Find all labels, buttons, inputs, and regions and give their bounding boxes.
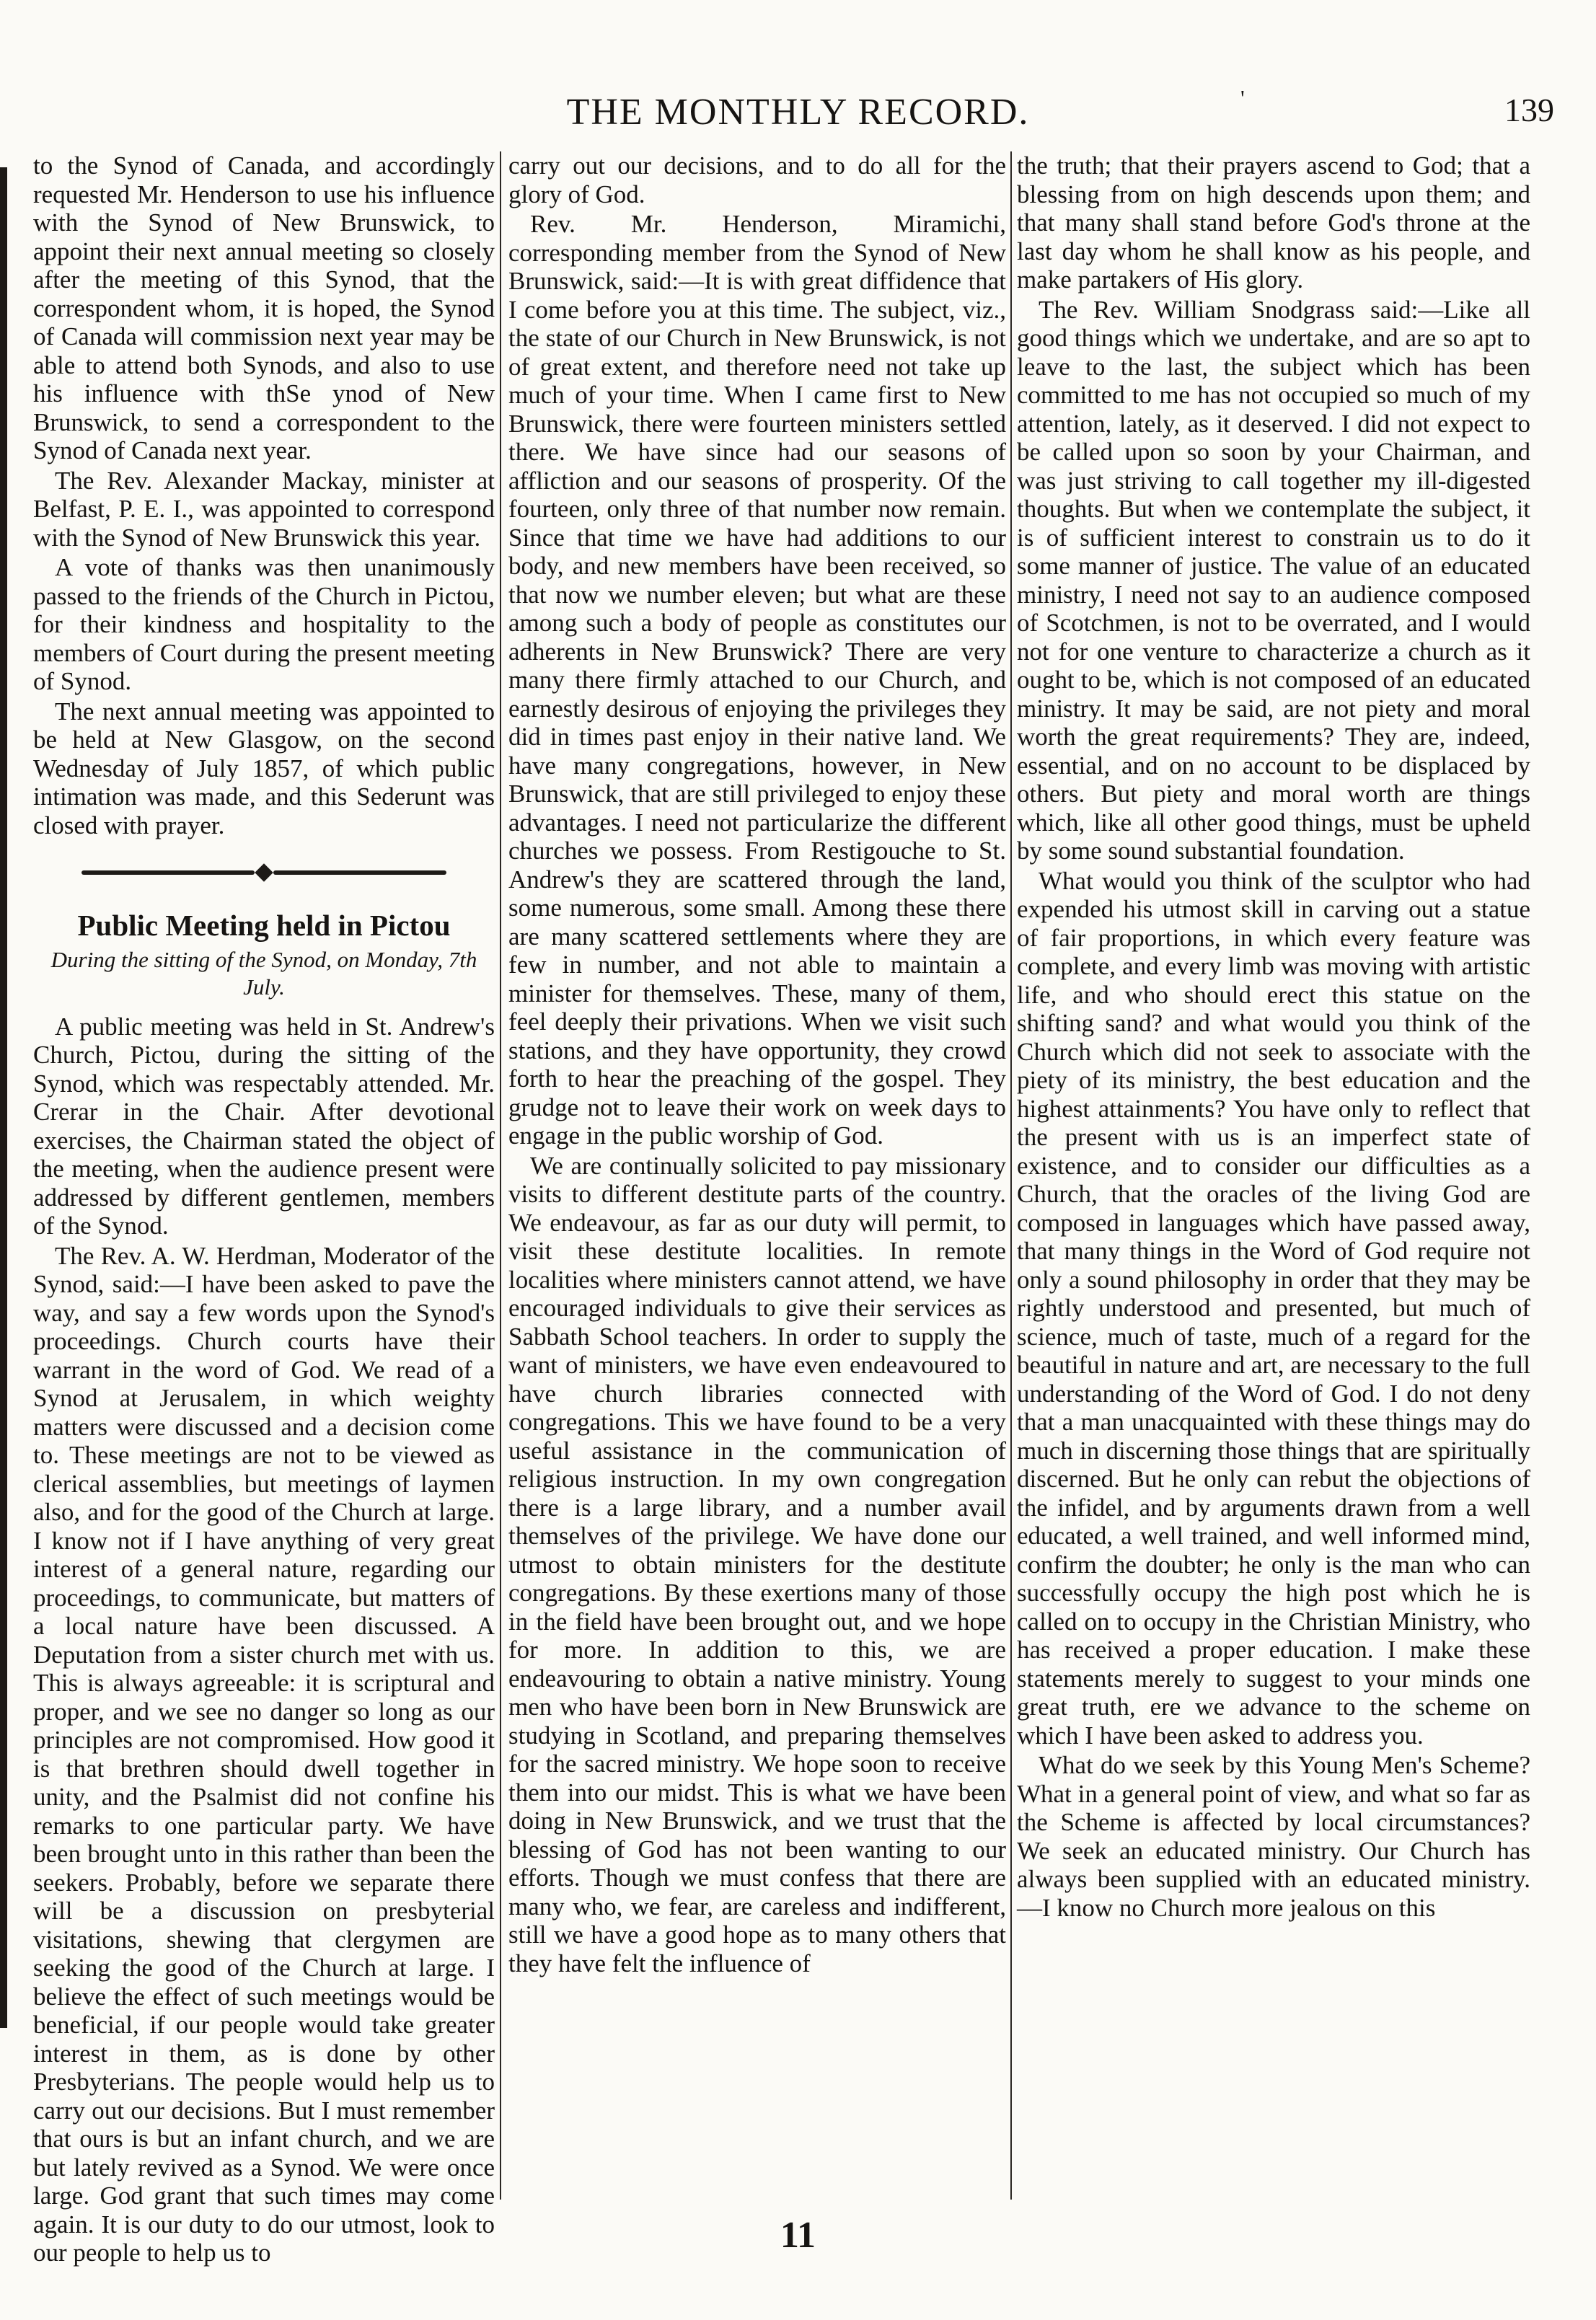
stray-mark: ' (1240, 85, 1245, 111)
paragraph: A public meeting was held in St. Andrew's Church, Pictou, during the sitting of the Synod, which was respectably attended. Mr. Crerar in the Chair. After devotional exercises, the Chairman stated the object of the meeting, when the audience present were addressed by different gentlemen, members of the Synod. (33, 1012, 495, 1240)
paragraph: The Rev. Alexander Mackay, minister at Belfast, P. E. I., was appointed to correspond with the Synod of New Brunswick this year. (33, 466, 495, 552)
paragraph: the truth; that their prayers ascend to God; that a blessing from on high descends upon them; and that many shall stand before God's throne at the last day whom he shall know as his people, and make partakers of His glory. (1017, 151, 1530, 294)
paragraph: The next annual meeting was appointed to be held at New Glasgow, on the second Wednesday of July 1857, of which public intimation was made, and this Sederunt was closed with prayer. (33, 697, 495, 839)
paragraph: Rev. Mr. Henderson, Miramichi, corresponding member from the Synod of New Brunswick, said:—It is with great diffidence that I come before you at this time. The subject, viz., the state of our Church in New Brunswick, is not of great extent, and therefore need not take up much of your time. When I came first to New Brunswick, there were fourteen ministers settled there. We have since had our seasons of affliction and our seasons of prosperity. Of the fourteen, only three of that number now remain. Since that time we have had additions to our body, and new members have been received, so that now we number eleven; but what are these among such a body of people as constitutes our adherents in New Brunswick? There are very many there firmly attached to our Church, and earnestly desirous of enjoying the privileges they did in times past enjoy in their native land. We have many congregations, however, in New Brunswick, that are still privileged to enjoy these advantages. I need not particularize the different churches we possess. From Restigouche to St. Andrew's they are scattered through the land, some numerous, some small. Among these there are many scattered settlements where they are few in number, and not able to maintain a minister for themselves. These, many of them, feel deeply their privations. When we visit such stations, and they have opportunity, they crowd forth to hear the preaching of the gospel. They grudge not to leave their work on week days to engage in the public worship of God. (508, 210, 1006, 1150)
paragraph: carry out our decisions, and to do all for the glory of God. (508, 151, 1006, 208)
signature-mark: 11 (780, 2215, 816, 2256)
paragraph: What do we seek by this Young Men's Scheme? What in a general point of view, and what so far as the Scheme is affected by local circumstances? We seek an educated ministry. Our Church has always been supplied with an educated ministry.—I know no Church more jealous on this (1017, 1751, 1530, 1922)
column-rule (1010, 151, 1012, 2200)
paragraph: to the Synod of Canada, and accordingly requested Mr. Henderson to use his influence with the Synod of New Brunswick, to appoint their next annual meeting so closely after the meeting of this Synod, that the correspondent whom, it is hoped, the Synod of Canada will commission next year may be able to attend both Synods, and also to use his influence with thSe ynod of New Brunswick, to send a correspondent to the Synod of Canada next year. (33, 151, 495, 464)
paragraph: We are continually solicited to pay missionary visits to different destitute parts of the country. We endeavour, as far as our duty will permit, to visit these destitute localities. In remote localities where ministers cannot attend, we have encouraged individuals to give their services as Sabbath School teachers. In order to supply the want of ministers, we have even endeavoured to have church libraries connected with congregations. This we have found to be a very useful assistance in the communication of religious instruction. In my own congregation there is a large library, and a number avail themselves of the privilege. We have done our utmost to obtain ministers for the destitute congregations. By these exertions many of those in the field have been brought out, and we hope for more. In addition to this, we are endeavouring to obtain a native ministry. Young men who have been born in New Brunswick are studying in Scotland, and preparing themselves for the sacred ministry. We hope soon to receive them into our midst. This is what we have been doing in New Brunswick, and we trust that the blessing of God has not been wanting to our efforts. Though we must confess that there are many who, we fear, are careless and indifferent, still we have a good hope as to many others that they have felt the influence of (508, 1151, 1006, 1977)
left-margin-edge (0, 167, 7, 2028)
column-2 (508, 151, 1006, 1979)
page-number: 139 (1504, 92, 1554, 128)
journal-title: THE MONTHLY RECORD. (566, 92, 1030, 133)
column-rule (500, 151, 501, 2200)
page-header (29, 85, 1567, 143)
section-subheading: During the sitting of the Synod, on Monday, 7th July. (50, 946, 477, 1000)
section-heading: Public Meeting held in Pictou (77, 909, 451, 942)
paragraph: A vote of thanks was then unanimously passed to the friends of the Church in Pictou, for their kindness and hospitality to the members of Court during the present meeting of Synod. (33, 553, 495, 695)
paragraph: The Rev. A. W. Herdman, Moderator of the Synod, said:—I have been asked to pave the way, and say a few words upon the Synod's proceedings. Church courts have their warrant in the word of God. We read of a Synod at Jerusalem, in which weighty matters were discussed and a decision come to. These meetings are not to be viewed as clerical assemblies, but meetings of laymen also, and for the good of the Church at large. I know not if I have anything of very great interest of a general nature, regarding our proceedings, to communicate, but matters of a local nature have been discussed. A Deputation from a sister church met with us. This is always agreeable: it is scriptural and proper, and we see no danger so long as our principles are not compromised. How good it is that brethren should dwell together in unity, and the Psalmist did not confine his remarks to one particular party. We have been brought unto in this rather than been the seekers. Probably, before we separate there will be a discussion on presbyterial visitations, shewing that clergymen are seeking the good of the Church at large. I believe the effect of such meetings would be beneficial, if our people would take greater interest in them, as is done by other Presbyterians. The people would help us to carry out our decisions. But I must remember that ours is but an infant church, and we are but lately revived as a Synod. We were once large. God grant that such times may come again. It is our duty to do our utmost, look to our people to help us to (33, 1241, 495, 2267)
paragraph: The Rev. William Snodgrass said:—Like all good things which we undertake, and are so apt to leave to the last, the subject which has been committed to me has not occupied so much of my attention, lately, as it deserved. I did not expect to be called upon so soon by your Chairman, and was just striving to call together my ill-digested thoughts. But when we contemplate the subject, it is of sufficient interest to constrain us to do it some manner of justice. The value of an educated ministry, I need not say to an audience composed of Scotchmen, is not to be overrated, and I would not for one venture to characterize a church as it ought to be, which is not composed of an educated ministry. It may be said, are not piety and moral worth the great requirements? They are, indeed, essential, and on no account to be displaced by others. But piety and moral worth are things which, like all other good things, must be upheld by some sound substantial foundation. (1017, 295, 1530, 865)
paragraph: What would you think of the sculptor who had expended his utmost skill in carving out a statue of fair proportions, in which every feature was complete, and every limb was moving with artistic life, and who should erect this statue on the shifting sand? and what would you think of the Church which did not seek to associate with the piety of its ministry, the best education and the highest attainments? You have only to reflect that the present with us is an imperfect state of existence, and to consider our difficulties as a Church, that the oracles of the living God are composed in languages which have passed away, that many things in the Word of God require not only a sound philosophy in order that they may be rightly understood and presented, but much of science, much of taste, much of a regard for the beautiful in nature and art, are necessary to the full understanding of the Word of God. I do not deny that a man unacquainted with these things may do much in discerning those things that are spiritually discerned. But he only can rebut the objections of the infidel, and by arguments drawn from a well educated, a well trained, and well informed mind, confirm the doubter; he only is the man who can successfully occupy the high post which he is called on to occupy in the Christian Ministry, who has received a proper education. I make these statements merely to suggest to your minds one great truth, ere we advance to the scheme on which I have been asked to address you. (1017, 866, 1530, 1750)
column-3 (1017, 151, 1530, 1923)
section-divider-ornament (33, 865, 495, 880)
column-1 (33, 151, 495, 2269)
